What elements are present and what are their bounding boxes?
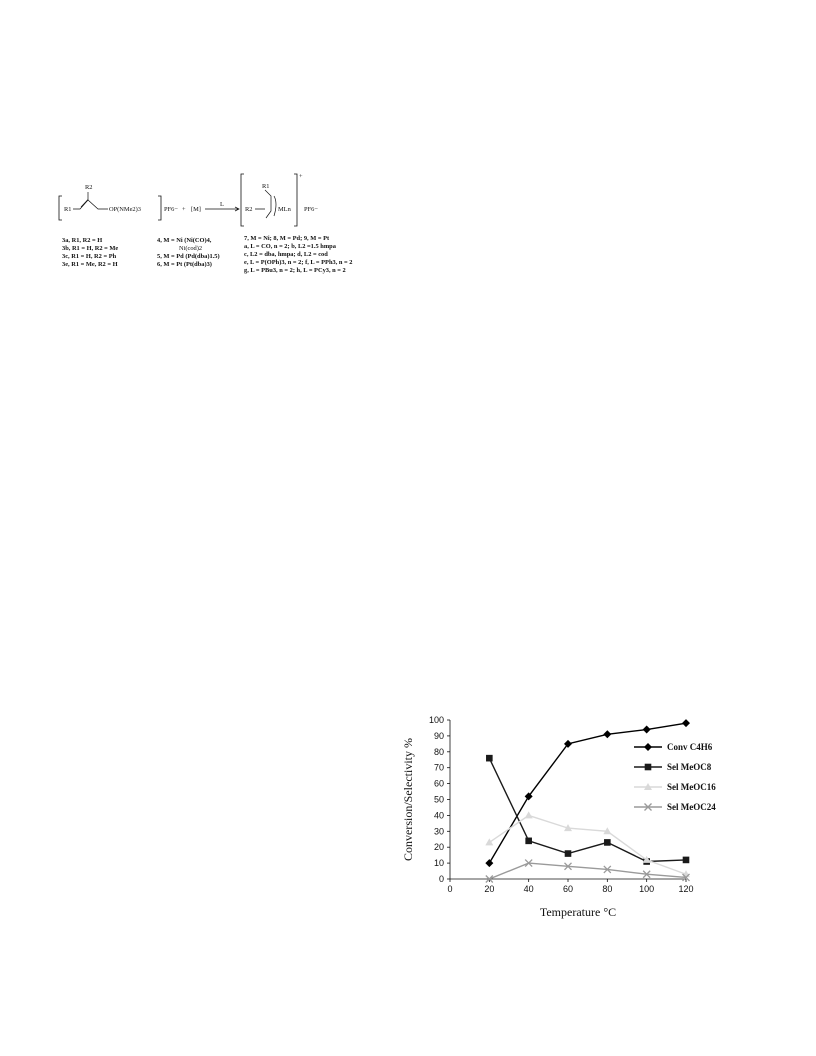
data-point (682, 719, 690, 727)
y-tick-label: 60 (433, 778, 444, 789)
scheme-col3-line: e, L = P(OPh)3, n = 2; f, L = PPh3, n = 2 (244, 259, 353, 266)
chart-series (485, 719, 690, 882)
product-r2-label: R2 (245, 206, 253, 213)
product-r1-label: R1 (262, 183, 270, 190)
x-tick-label: 20 (484, 884, 495, 894)
scheme-col2-line: Ni(cod)2 (179, 245, 203, 252)
x-tick-label: 120 (678, 884, 694, 894)
series-line (489, 758, 686, 861)
scheme-col2-line: 4, M = Ni (Ni(CO)4, (157, 237, 212, 244)
scheme-col1-line: 3b, R1 = H, R2 = Me (62, 245, 119, 252)
metal-reagent: [M] (191, 206, 201, 213)
reactant-bracket-right (158, 196, 161, 220)
y-tick-label: 20 (433, 842, 444, 853)
legend-entry (634, 762, 712, 772)
reactant-r2-label: R2 (85, 184, 93, 191)
x-tick-label: 100 (639, 884, 655, 894)
product-bracket-left (241, 174, 244, 226)
scheme-col1-line: 3a, R1, R2 = H (62, 237, 103, 244)
y-tick-label: 10 (433, 858, 444, 869)
legend-marker (644, 743, 652, 751)
data-point (525, 838, 532, 845)
series-line (489, 815, 686, 874)
product-charge: + (299, 173, 303, 180)
scheme-col1-line: 3e, R1 = Me, R2 = H (62, 261, 118, 268)
data-point (486, 755, 493, 762)
product-metal: MLn (278, 206, 291, 213)
scheme-col1-line: 3c, R1 = H, R2 = Ph (62, 253, 117, 260)
y-tick-label: 70 (433, 762, 444, 773)
legend-label: Sel MeOC16 (667, 782, 716, 792)
reactant-counterion: PF6− (164, 206, 178, 213)
y-tick-label: 90 (433, 730, 444, 741)
legend-label: Sel MeOC24 (667, 802, 716, 812)
product-allyl-skeleton (255, 190, 271, 218)
data-point (485, 859, 493, 867)
product-bracket-right (294, 174, 297, 226)
scheme-column-reactants (62, 237, 118, 268)
legend-label: Conv C4H6 (667, 742, 713, 752)
arrow-ligand-label: L (220, 201, 224, 208)
scheme-col3-line: c, L2 = dba, hmpa; d, L2 = cod (244, 251, 328, 258)
chart-legend (634, 742, 716, 812)
legend-entry (634, 782, 716, 792)
series-line (489, 723, 686, 863)
data-point (485, 838, 493, 845)
series-1 (485, 719, 690, 867)
y-tick-label: 0 (438, 874, 444, 884)
scheme-col3-line: g, L = PBu3, n = 2; h, L = PCy3, n = 2 (244, 267, 346, 274)
reactant-bracket-left (59, 196, 62, 220)
series-2 (486, 755, 689, 865)
y-tick-label: 30 (433, 826, 444, 837)
reaction-scheme (58, 158, 378, 284)
scheme-col2-line: 5, M = Pd (Pd(dba)1.5) (157, 253, 220, 260)
x-tick-label: 80 (602, 884, 613, 894)
legend-label: Sel MeOC8 (667, 762, 712, 772)
reactant-double-bond (81, 200, 88, 208)
reactant-r1-label: R1 (64, 206, 72, 213)
reactant-skeleton (73, 200, 108, 209)
legend-entry (634, 802, 716, 812)
scheme-col3-line: 7, M = Ni; 8, M = Pd; 9, M = Pt (244, 235, 330, 242)
y-tick-label: 40 (433, 810, 444, 821)
x-axis-label: Temperature °C (539, 905, 617, 919)
scheme-col2-line: 6, M = Pt (Pt(dba)3) (157, 261, 212, 268)
product-counterion: PF6− (304, 206, 318, 213)
plus-sign: + (182, 206, 186, 213)
y-axis-label: Conversion/Selectivity % (401, 738, 415, 861)
data-point (643, 726, 651, 734)
scheme-column-products (244, 235, 352, 274)
scheme-col3-line: a, L = CO, n = 2; b, L2 =1.5 hmpa (244, 243, 336, 250)
series-line (489, 863, 686, 879)
scheme-column-metals (157, 237, 220, 268)
data-point (525, 811, 533, 818)
y-tick-label: 100 (428, 715, 444, 725)
x-tick-label: 40 (523, 884, 534, 894)
chart-axes (429, 715, 694, 894)
data-point (683, 857, 690, 864)
conversion-selectivity-chart (398, 706, 742, 930)
y-tick-label: 50 (433, 794, 444, 805)
x-tick-label: 60 (562, 884, 574, 894)
data-point (565, 850, 572, 857)
x-tick-label: 0 (447, 884, 453, 894)
legend-marker (645, 764, 652, 771)
data-point (604, 839, 611, 846)
data-point (603, 730, 611, 738)
reactant-group: OP(NMe2)3 (109, 206, 141, 213)
legend-entry (634, 742, 713, 752)
product-allyl-arc (274, 196, 276, 216)
y-tick-label: 80 (433, 746, 444, 757)
